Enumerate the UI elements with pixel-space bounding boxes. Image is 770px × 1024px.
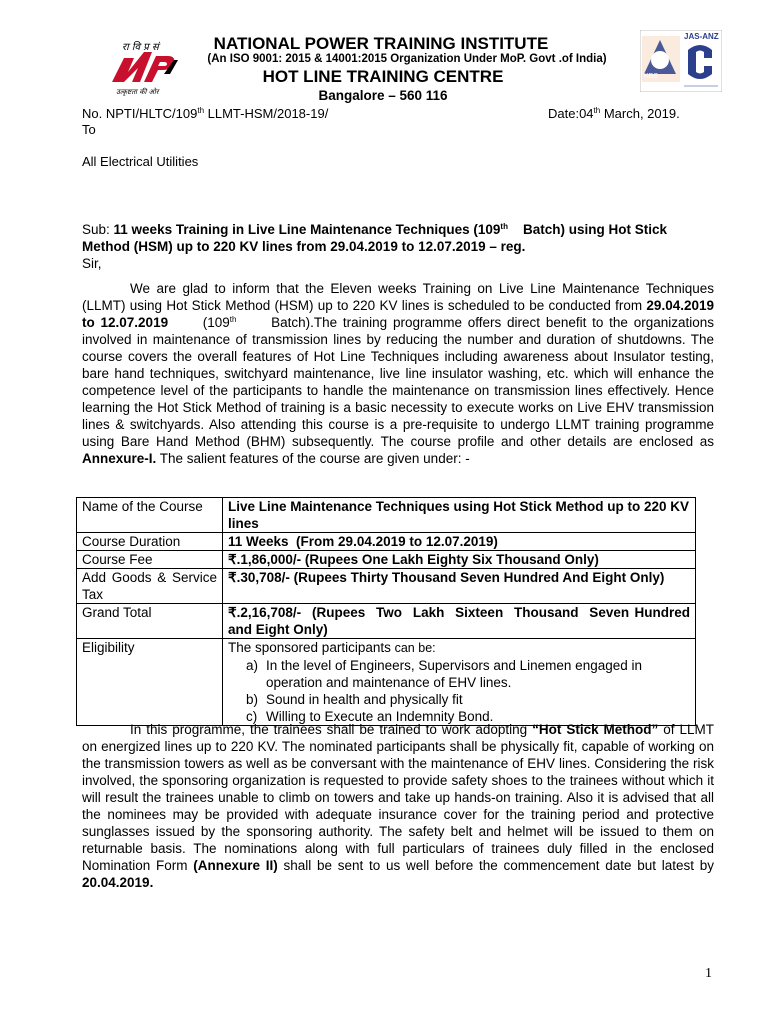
eligibility-cell xyxy=(223,639,696,726)
paragraph-requirements: In this programme, the trainees shall be trained to work adopting “Hot Stick Method” of LLMT on energized lines up to 220 KV. The nominated participants shall be physically fit, capable of working on the transmission towers as well as be conversant with the maintenance of EHV lines. Considering the risk involved, the sponsoring organization is requested to provide safety shoes to the trainees without which it will result the trainees unable to climb on towers and take up hands-on training. Also it is advised that all the nominees may be provided with adequate insurance cover for the training period and protective sunglasses issued by the sponsoring authority. The safety belt and helmet will be issued to them on returnable basis. The nominations along with full particulars of trainees duly filled in the enclosed Nomination Form (Annexure II) shall be sent to us well before the commencement date but latest by 20.04.2019. xyxy=(82,722,714,890)
row-value: 11 Weeks (From 29.04.2019 to 12.07.2019) xyxy=(223,533,696,551)
to-label: To xyxy=(82,122,96,137)
reference-number: No. NPTI/HLTC/109th LLMT-HSM/2018-19/ xyxy=(82,106,329,121)
paragraph-intro: We are glad to inform that the Eleven weeks Training on Live Line Maintenance Techniques (LLMT) using Hot Stick Method (HSM) up to 220 KV lines is scheduled to be conducted from 29.04.2019 to 12.07.2019 (109th Batch).The training programme offers direct benefit to the organizations involved in maintenance of transmission lines by reducing the number and duration of shutdowns. The course covers the overall features of Hot Line Techniques including awareness about Insulator testing, bare hand techniques, switchyard maintenance, live line insulator washing, etc. which will enhance the competence level of the participants to handle the maintenance on transmission lines effectively. Hence learning the Hot Stick Method of training is a basic necessity to execute works on Live EHV transmission lines & switchyards. Also attending this course is a pre-requisite to undergo LLMT training programme using Bare Hand Method (BHM) subsequently. The course profile and other details are enclosed as Annexure-I. The salient features of the course are given under: - xyxy=(82,281,718,466)
row-key: Grand Total xyxy=(77,604,223,639)
institute-subtitle: (An ISO 9001: 2015 & 14001:2015 Organization Under MoP. Govt .of India) xyxy=(207,53,607,65)
row-key: Course Fee xyxy=(77,551,223,569)
logo-tagline: उत्कृष्टता की ओर xyxy=(116,88,159,96)
eligibility-intro: The sponsored participants can be: xyxy=(228,640,436,655)
jas-anz-label: JAS-ANZ xyxy=(684,32,719,41)
course-features-table xyxy=(76,497,696,726)
logo-hindi-text: रा वि प्र सं xyxy=(122,42,159,53)
page-number: 1 xyxy=(705,966,712,981)
row-key: Course Duration xyxy=(77,533,223,551)
table-row xyxy=(77,551,696,569)
list-item: b) Sound in health and physically fit xyxy=(246,692,463,707)
row-value: ₹.1,86,000/- (Rupees One Lakh Eighty Six Thousand Only) xyxy=(223,551,696,569)
centre-city: Bangalore – 560 116 xyxy=(318,88,448,103)
table-row xyxy=(77,569,696,604)
kbs-label: KBS xyxy=(644,73,659,80)
table-row xyxy=(77,639,696,726)
table-row xyxy=(77,533,696,551)
row-key: Eligibility xyxy=(77,639,223,726)
letter-date: Date:04th March, 2019. xyxy=(548,106,680,121)
eligibility-list xyxy=(228,657,690,725)
row-value: Live Line Maintenance Techniques using Hot Stick Method up to 220 KV lines xyxy=(223,498,696,533)
list-item: c) Willing to Execute an Indemnity Bond. xyxy=(246,709,494,724)
row-key: Add Goods & Service Tax xyxy=(77,569,223,604)
list-item: a) In the level of Engineers, Supervisors and Linemen engaged in operation and maintenance of EHV lines. xyxy=(246,658,642,690)
addressee: All Electrical Utilities xyxy=(82,154,199,169)
centre-title: HOT LINE TRAINING CENTRE xyxy=(262,67,504,86)
table-row xyxy=(77,498,696,533)
row-key: Name of the Course xyxy=(77,498,223,533)
row-value: ₹.30,708/- (Rupees Thirty Thousand Seven Hundred And Eight Only) xyxy=(223,569,696,604)
subject-line: Sub: 11 weeks Training in Live Line Maintenance Techniques (109th Batch) using Hot Stick Method (HSM) up to 220 KV lines from 29.04.2019 to 12.07.2019 – reg. xyxy=(82,222,671,254)
row-value: ₹.2,16,708/- (Rupees Two Lakh Sixteen Thousand Seven Hundred and Eight Only) xyxy=(223,604,696,639)
institute-title: NATIONAL POWER TRAINING INSTITUTE xyxy=(213,34,549,53)
salutation: Sir, xyxy=(82,256,102,271)
table-row xyxy=(77,604,696,639)
